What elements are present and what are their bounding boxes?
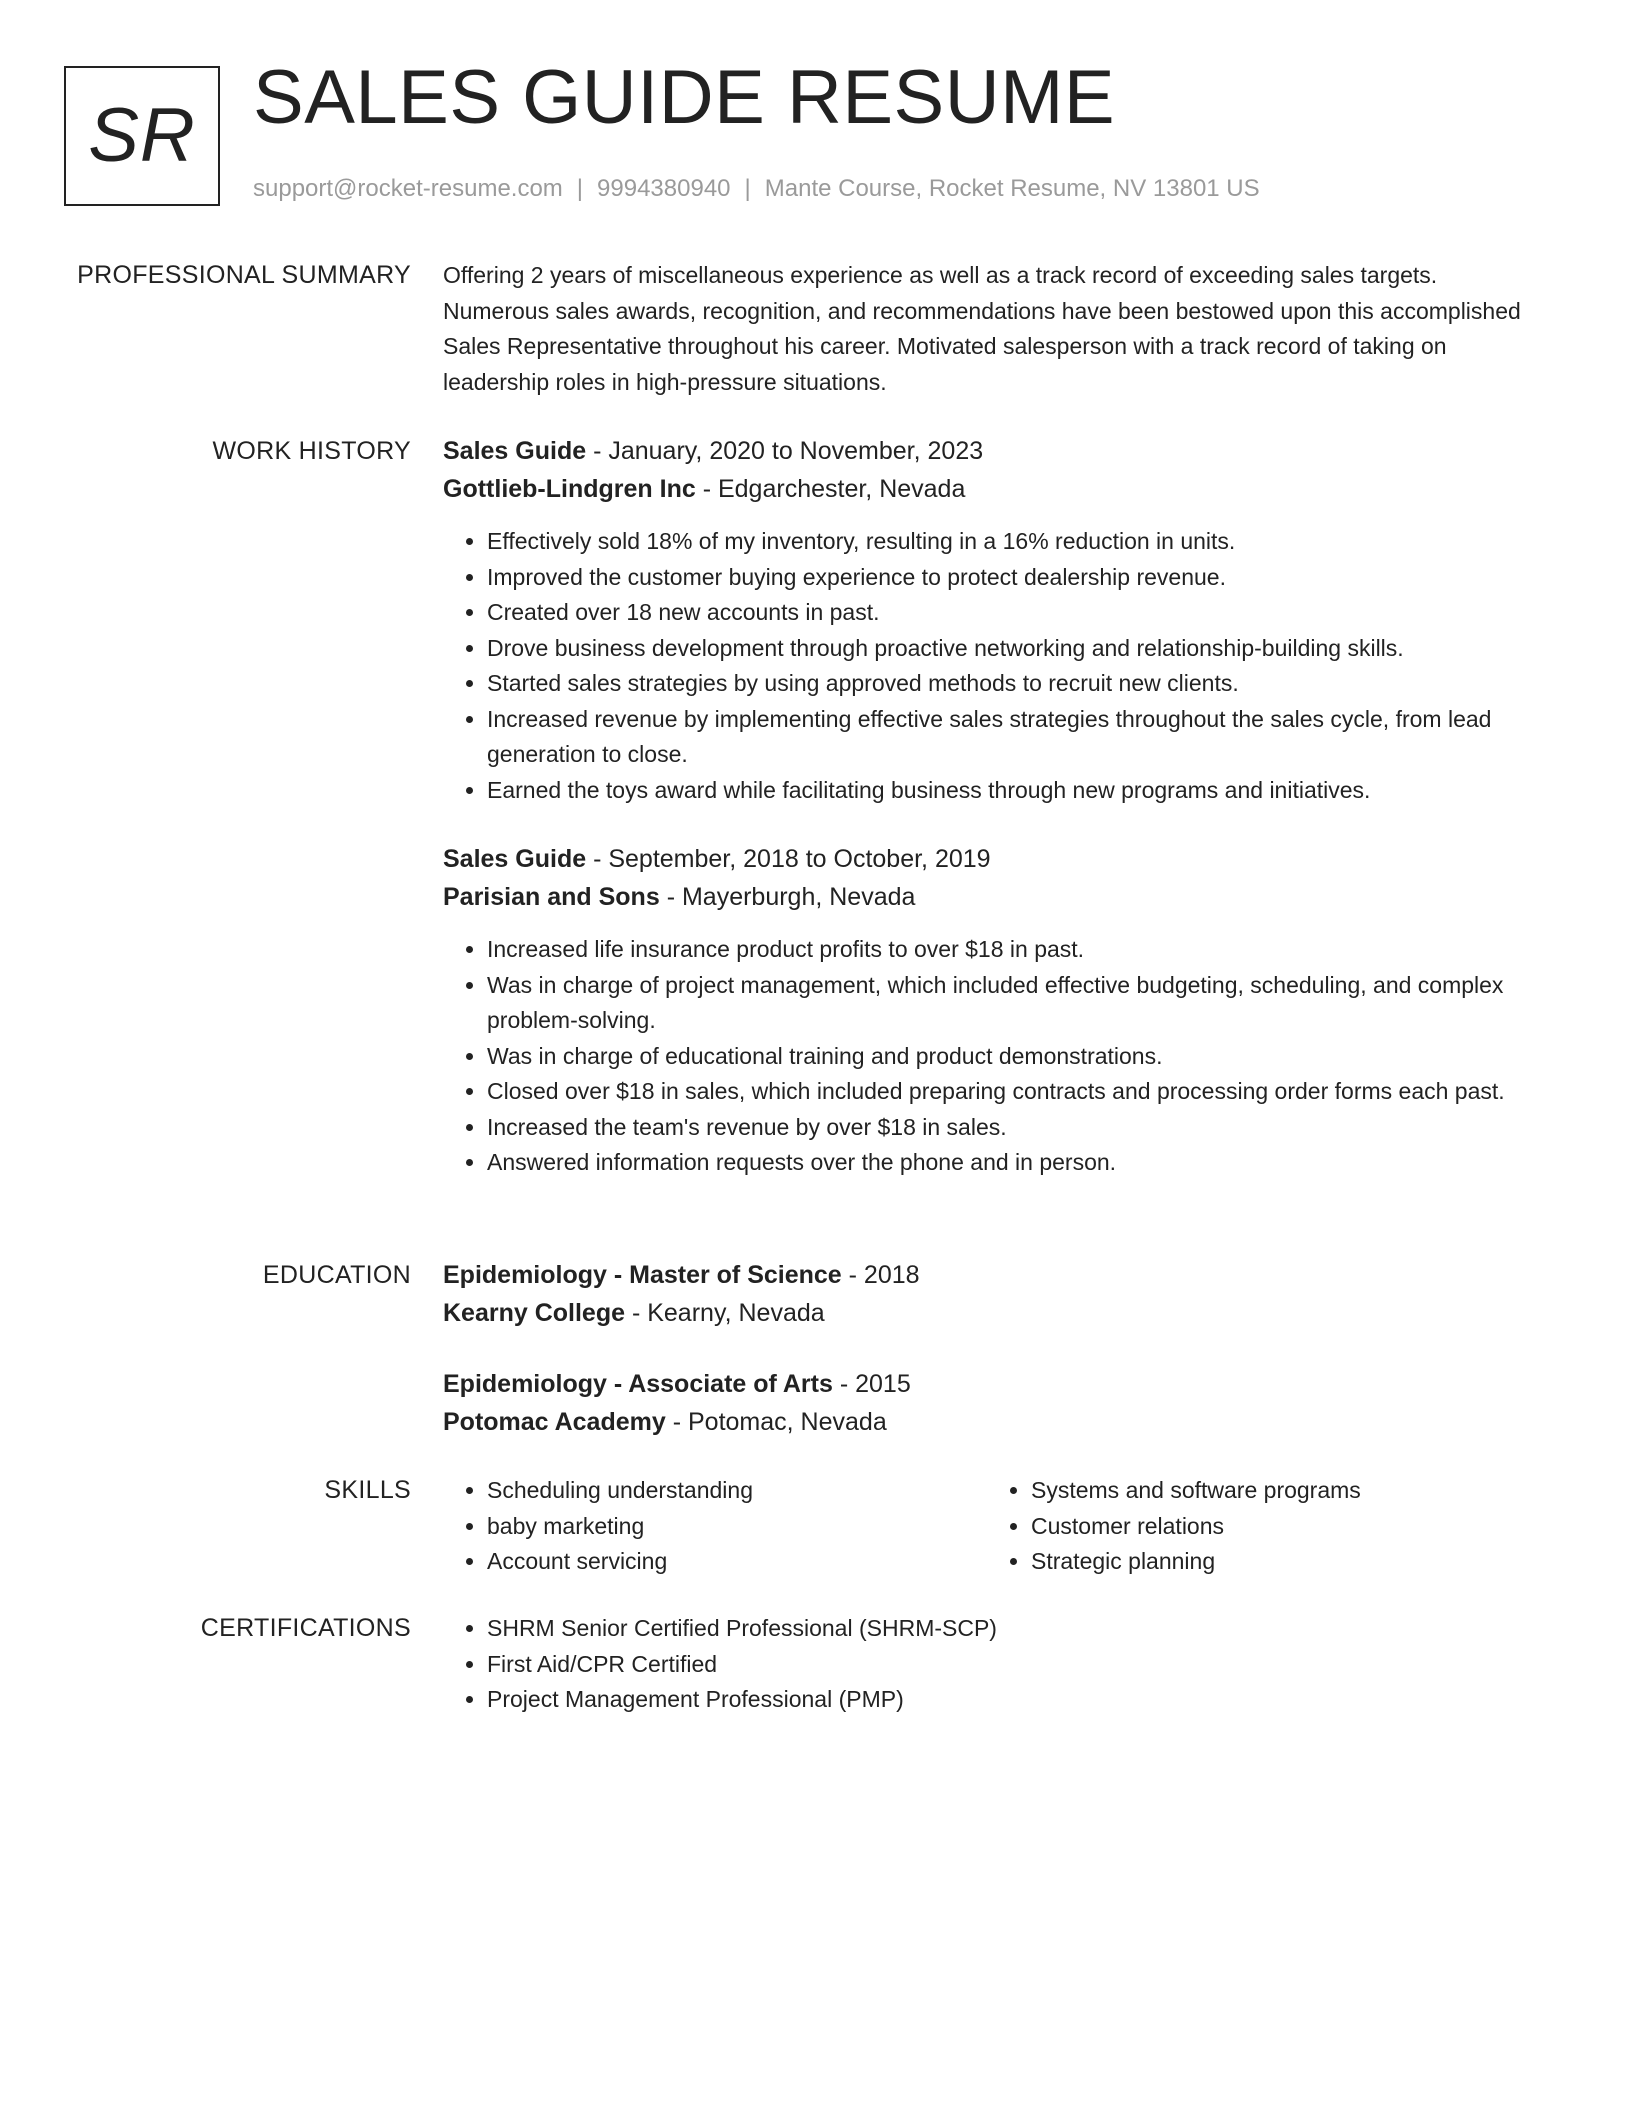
education-school-line: [443, 1404, 1548, 1442]
job-title: Sales Guide: [443, 845, 587, 873]
job-company-line: [443, 471, 1548, 509]
job-bullet: • Was in charge of educational training and product demonstrations.: [487, 1039, 1548, 1075]
job-bullet: • Effectively sold 18% of my inventory, resulting in a 16% reduction in units.: [487, 524, 1548, 560]
education-location: - Kearny, Nevada: [625, 1298, 825, 1327]
certifications-list: [443, 1611, 1548, 1718]
section-label-skills: SKILLS: [324, 1476, 411, 1504]
job-bullet: • Started sales strategies by using approved methods to recruit new clients.: [487, 666, 1548, 702]
job-title: Sales Guide: [443, 437, 587, 465]
education-school: Kearny College: [443, 1298, 626, 1327]
summary-body: [443, 258, 1548, 400]
skill-item: • Customer relations: [1031, 1509, 1531, 1545]
resume-title: SALES GUIDE RESUME: [253, 55, 1116, 140]
job-company: Parisian and Sons: [443, 882, 660, 911]
skills-list-right: [987, 1473, 1531, 1580]
skill-item: • Account servicing: [487, 1544, 987, 1580]
education-location: - Potomac, Nevada: [665, 1407, 887, 1436]
contact-line: [253, 174, 1260, 204]
certifications-body: [443, 1611, 1548, 1718]
section-label-certifications: CERTIFICATIONS: [200, 1614, 411, 1642]
job-bullet: • Earned the toys award while facilitating business through new programs and initiatives.: [487, 773, 1548, 809]
contact-email: support@rocket-resume.com: [253, 175, 563, 202]
certification-item: • First Aid/CPR Certified: [487, 1647, 1548, 1683]
education-degree: Epidemiology - Master of Science: [443, 1261, 842, 1289]
monogram-initials: SR: [88, 93, 196, 178]
job-bullet: • Increased life insurance product profits to over $18 in past.: [487, 932, 1548, 968]
skills-body: [443, 1473, 1548, 1580]
job-bullets: [443, 932, 1548, 1181]
job-entry: [443, 433, 1548, 808]
job-bullet: • Increased the team's revenue by over $18 in sales.: [487, 1110, 1548, 1146]
job-bullet: • Improved the customer buying experience to protect dealership revenue.: [487, 560, 1548, 596]
skill-item: • baby marketing: [487, 1509, 987, 1545]
section-label-summary: PROFESSIONAL SUMMARY: [77, 261, 411, 289]
job-bullet: • Closed over $18 in sales, which included preparing contracts and processing order forms each past.: [487, 1074, 1548, 1110]
section-label-education: EDUCATION: [262, 1261, 411, 1289]
job-bullets: [443, 524, 1548, 808]
skills-list-left: [443, 1473, 987, 1580]
job-dates: - January, 2020 to November, 2023: [586, 437, 984, 465]
job-title-line: [443, 433, 1548, 471]
education-entry: [443, 1366, 1548, 1441]
section-label-work-history: WORK HISTORY: [212, 437, 411, 465]
contact-phone: 9994380940: [597, 175, 731, 202]
job-bullet: • Answered information requests over the phone and in person.: [487, 1145, 1548, 1181]
education-degree-line: [443, 1366, 1548, 1404]
job-bullet: • Drove business development through proactive networking and relationship-building skills.: [487, 631, 1548, 667]
job-location: - Edgarchester, Nevada: [695, 474, 966, 503]
education-degree: Epidemiology - Associate of Arts: [443, 1370, 833, 1398]
job-company-line: [443, 879, 1548, 917]
work-history-body: [443, 433, 1548, 1181]
education-school: Potomac Academy: [443, 1407, 666, 1436]
job-bullet: • Was in charge of project management, which included effective budgeting, scheduling, and complex problem-solving.: [487, 968, 1548, 1039]
contact-separator: |: [744, 175, 751, 202]
education-year: - 2015: [832, 1370, 911, 1398]
education-entry: [443, 1257, 1548, 1332]
job-location: - Mayerburgh, Nevada: [659, 882, 916, 911]
job-bullet: • Increased revenue by implementing effective sales strategies throughout the sales cycle, from lead generation to close.: [487, 702, 1548, 773]
education-school-line: [443, 1295, 1548, 1333]
job-title-line: [443, 841, 1548, 879]
skill-item: • Systems and software programs: [1031, 1473, 1531, 1509]
job-company: Gottlieb-Lindgren Inc: [443, 474, 696, 503]
certification-item: • Project Management Professional (PMP): [487, 1682, 1548, 1718]
contact-address: Mante Course, Rocket Resume, NV 13801 US: [764, 175, 1260, 202]
skill-item: • Scheduling understanding: [487, 1473, 987, 1509]
job-bullet: • Created over 18 new accounts in past.: [487, 595, 1548, 631]
skill-item: • Strategic planning: [1031, 1544, 1531, 1580]
education-body: [443, 1257, 1548, 1441]
summary-text: Offering 2 years of miscellaneous experience as well as a track record of exceeding sales targets. Numerous sales awards, recognition, and recommendations have been bestowed upon this accomplished Sales Representative throughout his career. Motivated salesperson with a track record of taking on leadership roles in high-pressure situations.: [443, 262, 1521, 395]
contact-separator: |: [576, 175, 584, 202]
monogram-badge: [64, 66, 220, 206]
job-entry: [443, 841, 1548, 1181]
education-year: - 2018: [841, 1261, 920, 1289]
education-degree-line: [443, 1257, 1548, 1295]
job-dates: - September, 2018 to October, 2019: [586, 845, 991, 873]
certification-item: • SHRM Senior Certified Professional (SHRM-SCP): [487, 1611, 1548, 1647]
